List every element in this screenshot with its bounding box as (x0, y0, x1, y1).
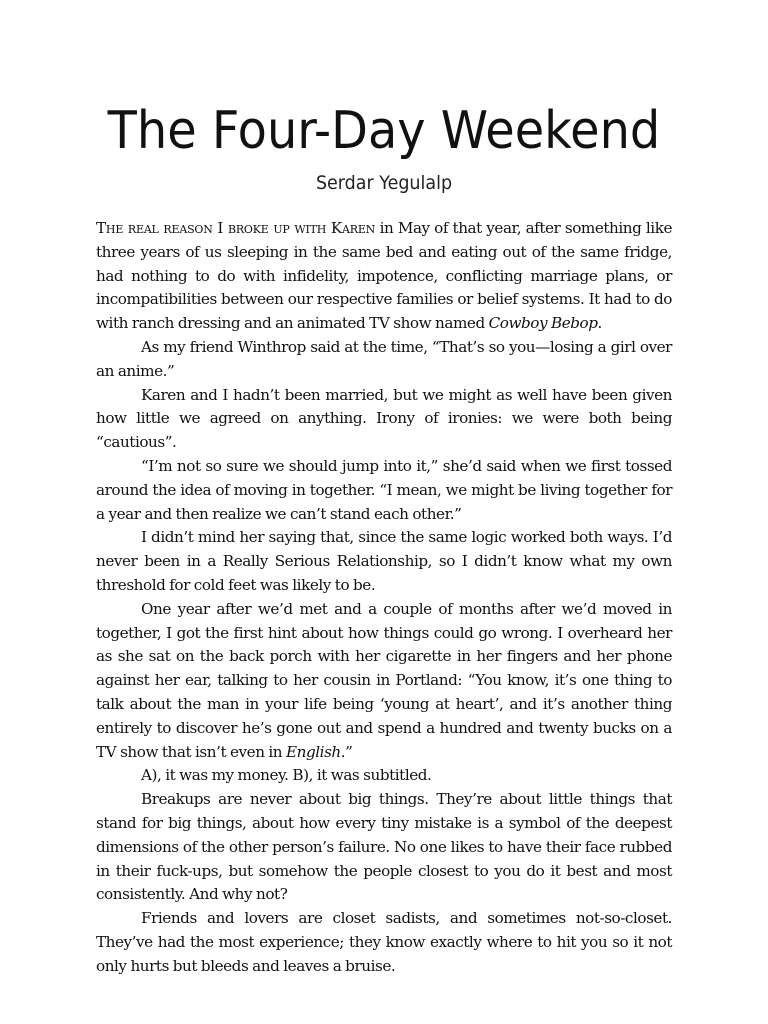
opening-small-caps: The real reason I broke up with Karen (96, 219, 376, 237)
paragraph-6 (96, 598, 672, 765)
paragraph-3: Karen and I hadn’t been married, but we might as well have been given how little we agreed on anything. Irony of ironies: we were both being “cautious”. (96, 385, 672, 452)
paragraph-4: “I’m not so sure we should jump into it,” she’d said when we first tossed around the idea of moving in together. “I mean, we might be living together for a year and then realize we can’t stand each other.” (96, 456, 672, 523)
paragraph-1 (96, 217, 672, 336)
show-title: Cowboy Bebop (488, 314, 598, 333)
paragraph-5: I didn’t mind her saying that, since the same logic worked both ways. I’d never been in a Really Serious Relationship, so I didn’t know what my own threshold for cold feet was likely to be. (96, 528, 672, 594)
paragraph-text: in May of that year, after something like three years of us sleeping in the same bed and eating out of the same fridge, had nothing to do with infidelity, impotence, conflicting marriage plans, or incompatibilities between our respective families or belief systems. It had to do with ranch dressing and an animated TV show named (96, 219, 672, 333)
paragraph-8: Breakups are never about big things. They’re about little things that stand for big things, about how every tiny mistake is a symbol of the deepest dimensions of the other person’s failure. No one likes to have their face rubbed in their fuck-ups, but somehow the people closest to you do it best and most consistently. And why not? (96, 790, 672, 904)
paragraph-text: .” (340, 742, 353, 761)
paragraph-text: . (597, 314, 602, 333)
paragraph-7: A), it was my money. B), it was subtitled. (141, 766, 432, 785)
emphasized-word: English (286, 742, 341, 761)
paragraph-text: One year after we’d met and a couple of months after we’d moved in together, I got the first hint about how things could go wrong. I overheard her as she sat on the back porch with her cigarette in her fingers and her phone against her ear, talking to her cousin in Portland: “You know, it’s one thing to talk about the man in your life being ‘young at heart’, and it’s another thing entirely to discover he’s gone out and spend a hundred and twenty bucks on a TV show that isn’t even in (96, 599, 672, 761)
author-name: Serdar Yegulalp (315, 172, 453, 194)
document-title: The Four-Day Weekend (107, 101, 661, 161)
paragraph-2: As my friend Winthrop said at the time, “That’s so you—losing a girl over an anime.” (96, 337, 672, 380)
story-body (96, 217, 672, 979)
paragraph-9: Friends and lovers are closet sadists, and sometimes not-so-closet. They’ve had the most experience; they know exactly where to hit you so it not only hurts but bleeds and leaves a bruise. (96, 909, 672, 975)
